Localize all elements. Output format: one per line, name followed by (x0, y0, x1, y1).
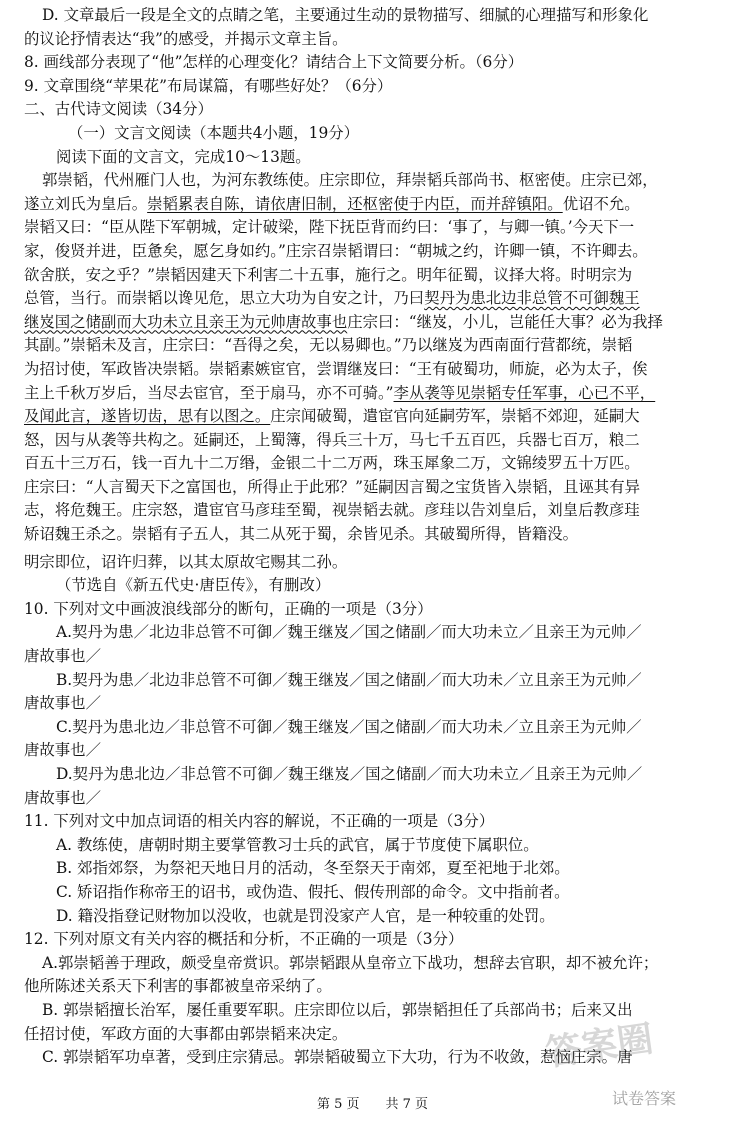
question-9: 9. 文章围绕“苹果花”布局谋篇，有哪些好处？（6分） (24, 76, 393, 95)
option-d: D. 籍没指登记财物加以没收，也就是罚没家产人官，是一种较重的处罚。 (56, 906, 555, 925)
option-a-cont: 唐故事也／ (24, 647, 101, 666)
option-line: D. 文章最后一段是全文的点睛之笔，主要通过生动的景物描写、细腻的心理描写和形象化 (42, 6, 649, 24)
option-line: 的议论抒情表达“我”的感受，并揭示文章主旨。 (24, 29, 348, 48)
option-b-cont: 任招讨使，军政方面的大事都由郭崇韬来决定。 (24, 1024, 348, 1043)
option-a: A.郭崇韬善于理政，颇受皇帝赏识。郭崇韬跟从皇帝立下战功，想辞去官职，却不被允许； (42, 953, 659, 972)
option-d-cont: 唐故事也／ (24, 788, 101, 807)
passage-line: 郭崇韬，代州雁门人也，为河东教练使。庄宗即位，拜崇韬兵部尚书、枢密使。庄宗已郊， (42, 171, 658, 190)
passage-line: 志，将危魏王。庄宗怒，遣宦官马彦珪至蜀，视崇韬去就。彦珪以告刘皇后，刘皇后教彦珪 (24, 501, 640, 520)
passage-line: 矫诏魏王杀之。崇韬有子五人，其二从死于蜀，余皆见杀。其破蜀所得，皆籍没。 (24, 525, 579, 544)
option-a: A. 教练使，唐朝时期主要掌管教习士兵的武官，属于节度使下属职位。 (56, 835, 539, 854)
passage-line: 崇韬又曰：“臣从陛下军朝城，定计破梁，陛下抚臣背而约曰：‘事了，与卿一镇。’今天下一 (24, 218, 635, 237)
watermark-caption: 试卷答案 (612, 1089, 677, 1108)
passage-line: 怒，因与从袭等共构之。延嗣还，上蜀簿，得兵三十万，马七千五百匹，兵器七百万，粮二 (24, 430, 640, 449)
passage-line: 主上千秋万岁后，当尽去宦官，至于扇马，亦不可骑。”李从袭等见崇韬专任军事，心已不平， (24, 383, 656, 402)
page-footer: 第 5 页 共 7 页 (316, 1097, 429, 1112)
passage-line: 为招讨使，军政皆决崇韬。崇韬素嫉宦官，尝谓继岌曰：“王有破蜀功，师旋，必为太子，俟 (24, 359, 648, 378)
option-d: D.契丹为患北边／非总管不可御／魏王继岌／国之储副／而大功未立／且亲王为元帅／ (56, 765, 643, 783)
question-8: 8. 画线部分表现了“他”怎样的心理变化？请结合上下文简要分析。（6分） (24, 53, 524, 72)
marked-text: 李从袭等见崇韬专任军事，心已不平， (393, 383, 656, 402)
marked-text: 崇韬累表自陈，请依唐旧制，还枢密使于内臣，而并辞镇阳。 (147, 194, 563, 213)
option-b: B. 郊指郊祭，为祭祀天地日月的活动，冬至祭天于南郊，夏至祀地于北郊。 (56, 859, 570, 878)
section-heading: 二、古代诗文阅读（34分） (24, 100, 213, 119)
subsection-heading: （一）文言文阅读（本题共4小题，19分） (68, 123, 360, 142)
option-c: C. 郭崇韬军功卓著，受到庄宗猜忌。郭崇韬破蜀立下大功，行为不收敛，惹恼庄宗。唐 (42, 1048, 633, 1067)
option-c: C. 矫诏指作称帝王的诏书，或伪造、假托、假传刑部的命令。文中指前者。 (56, 882, 570, 901)
classical-passage (24, 169, 725, 598)
option-c: C.契丹为患北边／非总管不可御／魏王继岌／国之储副／而大功未／立且亲王为元帅／ (56, 717, 642, 736)
passage-line: 欲舍朕，安之乎？”崇韬因建天下利害二十五事，施行之。明年征蜀，议择大将。时明宗为 (24, 265, 633, 284)
question-10: 10. 下列对文中画波浪线部分的断句，正确的一项是（3分） (24, 599, 433, 618)
passage-line: 总管，当行。而崇韬以谗见危，思立大功为自安之计，乃曰契丹为患北边非总管不可御魏王 (24, 289, 640, 308)
passage-line: 及闻此言，遂皆切齿，思有以图之。庄宗闻破蜀，遣宦官向延嗣劳军，崇韬不郊迎，延嗣大 (24, 407, 640, 426)
option-b-cont: 唐故事也／ (24, 694, 101, 713)
option-a: A.契丹为患／北边非总管不可御／魏王继岌／国之储副／而大功未立／且亲王为元帅／ (56, 623, 642, 642)
question-11: 11. 下列对文中加点词语的相关内容的解说，不正确的一项是（3分） (24, 812, 495, 831)
passage-line: 百五十三万石，钱一百九十二万缗，金银二十二万两，珠玉犀象二万，文锦绫罗五十万匹。 (24, 454, 640, 473)
passage-source: （节选自《新五代史·唐臣传》，有删改） (56, 576, 331, 595)
option-b: B.契丹为患／北边非总管不可御／魏王继岌／国之储副／而大功未／立且亲王为元帅／ (56, 670, 642, 689)
marked-text: 契丹为患北边非总管不可御魏王 (424, 289, 640, 308)
marked-text: 继岌国之储副而大功未立且亲王为元帅唐故事也 (24, 312, 348, 331)
passage-line: 庄宗曰：“人言蜀天下之富国也，所得止于此邪？”延嗣因言蜀之宝货皆入崇韬，且诬其有异 (24, 477, 640, 496)
watermark-logo: 答案圈 (543, 1018, 656, 1075)
passage-line: 继岌国之储副而大功未立且亲王为元帅唐故事也庄宗曰：“继岌，小儿，岂能任大事？必为我择 (24, 312, 663, 331)
passage-line: 家，俊贤并进，臣惫矣，愿乞身如约。”庄宗召崇韬谓曰：“朝城之约，许卿一镇，不许卿去。 (24, 241, 648, 260)
passage-line: 其副。”崇韬未及言，庄宗曰：“吾得之矣，无以易卿也。”乃以继岌为西南面行营都统，崇韬 (24, 336, 633, 355)
option-a-cont: 他所陈述关系天下利害的事都被皇帝采纳了。 (24, 977, 332, 996)
option-b: B. 郭崇韬擅长治军，屡任重要军职。庄宗即位以后，郭崇韬担任了兵部尚书；后来又出 (42, 1000, 633, 1019)
marked-text: 及闻此言，遂皆切齿，思有以图之。 (24, 407, 271, 426)
passage-line: 明宗即位，诏许归葬，以其太原故宅赐其二孙。 (24, 552, 348, 571)
passage-line: 遂立刘氏为皇后。崇韬累表自陈，请依唐旧制，还枢密使于内臣，而并辞镇阳。优诏不允。 (24, 194, 640, 213)
question-12: 12. 下列对原文有关内容的概括和分析，不正确的一项是（3分） (24, 930, 464, 949)
reading-instruction: 阅读下面的文言文，完成10～13题。 (56, 147, 311, 166)
option-c-cont: 唐故事也／ (24, 741, 101, 760)
